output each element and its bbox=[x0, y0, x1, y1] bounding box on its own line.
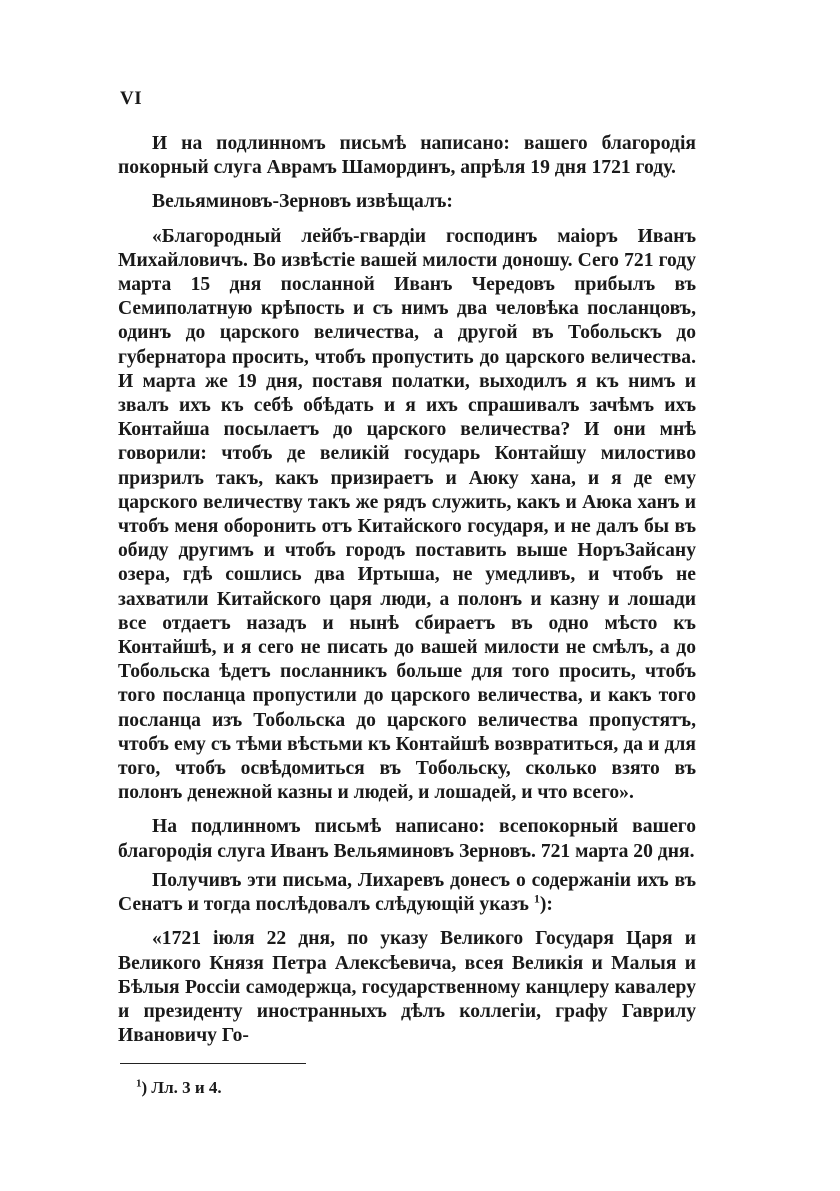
paragraph-likharev-report bbox=[118, 869, 696, 917]
footnote-mark: 1 bbox=[136, 1077, 142, 1090]
paragraph-zernov-intro: Вельяминовъ-Зерновъ извѣщалъ: bbox=[152, 191, 453, 213]
paragraph-zernov-letter: «Благородный лейбъ-гвардіи господинъ маіоръ Иванъ Михайловичъ. Во извѣстіе вашей милости доношу. Сего 721 году марта 15 дня посланной Иванъ Чередовъ прибылъ въ Семиполатную крѣпость и съ нимъ два человѣка посланцовъ, одинъ до царского величества, а другой въ Тобольскъ до губернатора просить, чтобъ пропустить до царского величества. И марта же 19 дня, поставя полатки, выходилъ я къ нимъ и звалъ ихъ къ себѣ обѣдать и я ихъ спрашивалъ зачѣмъ ихъ Контайша посылаетъ до царского величества? И они мнѣ говорили: чтобъ де великій государь Контайшу милостиво призрилъ такъ, какъ призираетъ и Аюку хана, и я де ему царского величеству такъ же рядъ служить, какъ и Аюка ханъ и чтобъ меня оборонить отъ Китайского государя, и не далъ бы въ обиду другимъ и чтобъ городъ поставить выше НоръЗайсану озера, гдѣ сошлись два Иртыша, не умедливъ, и чтобъ не захватили Китайского царя люди, а полонъ и казну и лошади все отдаетъ назадъ и нынѣ сбираетъ въ одно мѣсто къ Контайшѣ, и я сего не писать до вашей милости не смѣлъ, а до Тобольска ѣдетъ посланникъ больше для того просить, чтобъ того посланца пропустили до царского величества, и какъ того посланца изъ Тобольска до царского величества пропустятъ, чтобъ ему съ тѣми вѣстьми къ Контайшѣ возвратиться, да и для того, чтобъ освѣдомиться въ Тобольску, сколько взято въ полонъ денежной казны и людей, и лошадей, и что всего». bbox=[118, 225, 696, 804]
footnote bbox=[136, 1078, 222, 1098]
page-number: VI bbox=[120, 88, 143, 109]
paragraph-shamordin-signature: И на подлинномъ письмѣ написано: вашего благородія покорный слуга Аврамъ Шамординъ, апрѣля 19 дня 1721 году. bbox=[118, 133, 696, 179]
paragraph-decree: «1721 іюля 22 дня, по указу Великого Государя Царя и Великого Князя Петра Алексѣевича, всея Великія и Малыя и Бѣлыя Россіи самодержца, государственному канцлеру кавалеру и президенту иностранныхъ дѣлъ коллегіи, графу Гаврилу Ивановичу Го- bbox=[118, 928, 696, 1047]
body-text bbox=[118, 132, 696, 1048]
footnote-reference-mark: 1 bbox=[533, 891, 540, 906]
paragraph-likharev-text: Получивъ эти письма, Лихаревъ донесъ о содержаніи ихъ въ Сенатъ и тогда послѣдовалъ слѣдующій указъ bbox=[118, 869, 696, 916]
paragraph-likharev-tail: ): bbox=[539, 894, 553, 916]
paragraph-zernov-signature: На подлинномъ письмѣ написано: всепокорный вашего благородія слуга Иванъ Вельяминовъ Зерновъ. 721 марта 20 дня. bbox=[118, 816, 696, 862]
footnote-separator bbox=[120, 1063, 306, 1064]
footnote-text: ) Лл. 3 и 4. bbox=[141, 1078, 222, 1097]
